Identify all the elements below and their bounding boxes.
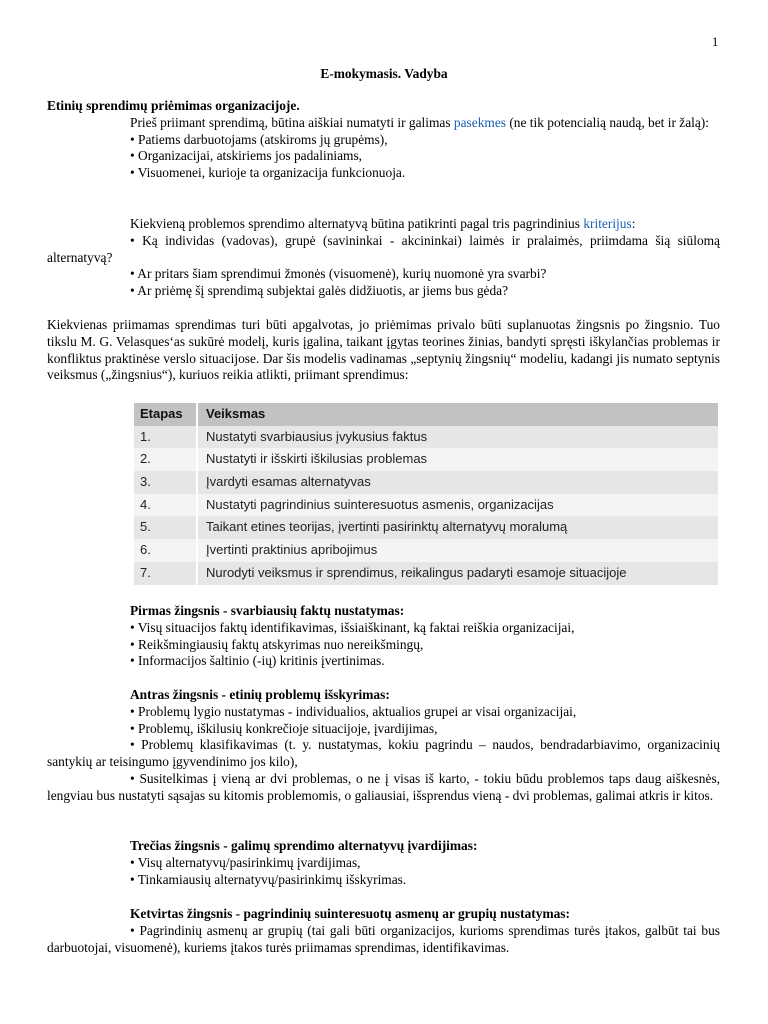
action-cell: Įvertinti praktinius apribojimus [196,539,718,562]
stage-cell: 3. [140,474,151,489]
list-item: • Ar priėmę šį sprendimą subjektai galės didžiuotis, ar jiems bus gėda? [130,283,509,299]
list-item: • Problemų lygio nustatymas - individualios, aktualios grupei ar visai organizacijai, [130,703,577,719]
list-item: • Organizacijai, atskiriems jos padaliniams, [130,148,363,164]
stage-cell: 5. [140,519,151,535]
section-heading: Etinių sprendimų priėmimas organizacijoje. [47,98,300,113]
step-heading: Trečias žingsnis - galimų sprendimo alternatyvų įvardijimas: [130,838,478,853]
intro-text: Prieš priimant sprendimą, būtina aiškiai numatyti ir galimas [130,114,454,130]
page-number: 1 [712,35,719,49]
list-item: • Reikšmingiausių faktų atskyrimas nuo nereikšmingų, [130,636,424,652]
stage-cell: 6. [140,542,151,558]
action-cell: Nurodyti veiksmus ir sprendimus, reikalingus padaryti esamoje situacijoje [196,562,718,585]
stage-cell: 7. [140,564,151,580]
criteria-block [47,216,720,300]
step-4-section [47,906,720,956]
action-cell: Nustatyti ir išskirti iškilusias problemas [196,448,718,471]
action-cell: Taikant etines teorijas, įvertinti pasirinktų alternatyvų moralumą [196,516,718,539]
table-header-row [134,403,718,426]
column-header-stage: Etapas [140,405,183,421]
seven-steps-table [134,403,718,585]
step-heading: Antras žingsnis - etinių problemų išskyrimas: [130,687,390,702]
criteria-colon: : [631,216,636,231]
stage-cell: 2. [140,451,151,467]
list-item: • Visų situacijos faktų identifikavimas, išsiaiškinant, ką faktai reiškia organizacijai, [130,619,575,635]
action-cell: Nustatyti pagrindinius suinteresuotus asmenis, organizacijas [196,494,718,517]
column-header-action: Veiksmas [196,403,718,426]
intro-text-end: (ne tik potencialią naudą, bet ir žalą): [505,114,709,130]
list-item: • Ar pritars šiam sprendimui žmonės (visuomenė), kurių nuomonė yra svarbi? [130,266,547,282]
criteria-text: Kiekvieną problemos sprendimo alternatyvą būtina patikrinti pagal tris pagrindinius [130,216,584,231]
table-row [134,494,718,517]
list-item: • Problemų, iškilusių konkrečioje situacijoje, įvardijimas, [130,720,438,736]
consequences-link[interactable]: pasekmes [453,114,506,130]
list-item: • Visuomenei, kurioje ta organizacija funkcionuoja. [130,165,406,181]
step-heading: Pirmas žingsnis - svarbiausių faktų nustatymas: [130,603,405,618]
stage-cell: 1. [140,428,151,444]
list-item: • Pagrindinių asmenų ar grupių (tai gali būti organizacijos, kurioms sprendimas turės įtakos, galbūt tai bus darbuotojai, visuomenė), kuriems įtakos turės priimamas sprendimas, identifikavimas. [47,922,720,955]
table-row [134,562,718,585]
step-1-section [47,603,720,670]
step-3-section [47,838,720,888]
list-item: • Ką individas (vadovas), grupė (savininkai - akcininkai) laimės ir pralaimės, priimdama šią siūlomą alternatyvą? [47,232,720,265]
table-row [134,448,718,471]
table-row [134,516,718,539]
list-item: • Visų alternatyvų/pasirinkimų įvardijimas, [130,854,361,870]
list-item: • Informacijos šaltinio (-ių) kritinis įvertinimas. [130,653,385,669]
list-item: • Susitelkimas į vieną ar dvi problemas, o ne į visas iš karto, - tokiu būdu problemos taps daug aiškesnės, lengviau bus nustatyti sąsajas su kitomis problemomis, o galiausiai, išsprendus vieną - dvi problemas, galimai atkris ir kitos. [47,770,720,803]
table-row [134,471,718,494]
criteria-intro [47,216,720,233]
criteria-link[interactable]: kriterijus [583,216,632,231]
intro-paragraph [47,115,720,132]
list-item: • Problemų klasifikavimas (t. y. nustatymas, kokiu pagrindu – naudos, bendradarbiavimo, organizacinių santykių ar teisingumo įgyvendinimo jos kilo), [47,737,720,770]
step-2-section [47,687,720,805]
list-item: • Patiems darbuotojams (atskiroms jų grupėms), [130,131,388,147]
step-heading: Ketvirtas žingsnis - pagrindinių suinteresuotų asmenų ar grupių nustatymas: [130,906,570,921]
action-cell: Nustatyti svarbiausius įvykusius faktus [196,426,718,449]
table-row [134,426,718,449]
section-ethical-decisions [47,98,720,182]
document-title: E-mokymasis. Vadyba [320,66,448,81]
action-cell: Įvardyti esamas alternatyvas [196,471,718,494]
model-paragraph: Kiekvienas priimamas sprendimas turi būti apgalvotas, jo priėmimas privalo būti suplanuotas žingsnis po žingsnio. Tuo tikslu M. G. Velasques‘as sukūrė modelį, kuris įgalina, taikant įgytas teorines žinias, bandyti spręsti iškylančias problemas ir konfliktus praktinėse verslo situacijose. Dar šis modelis vadinamas „septynių žingsnių“ modeliu, kadangi jis numato septynis veiksmus („žingsnius“), kuriuos reikia atlikti, priimant sprendimus: [47,317,720,383]
list-item: • Tinkamiausių alternatyvų/pasirinkimų išskyrimas. [130,871,407,887]
table-row [134,539,718,562]
stage-cell: 4. [140,496,151,512]
